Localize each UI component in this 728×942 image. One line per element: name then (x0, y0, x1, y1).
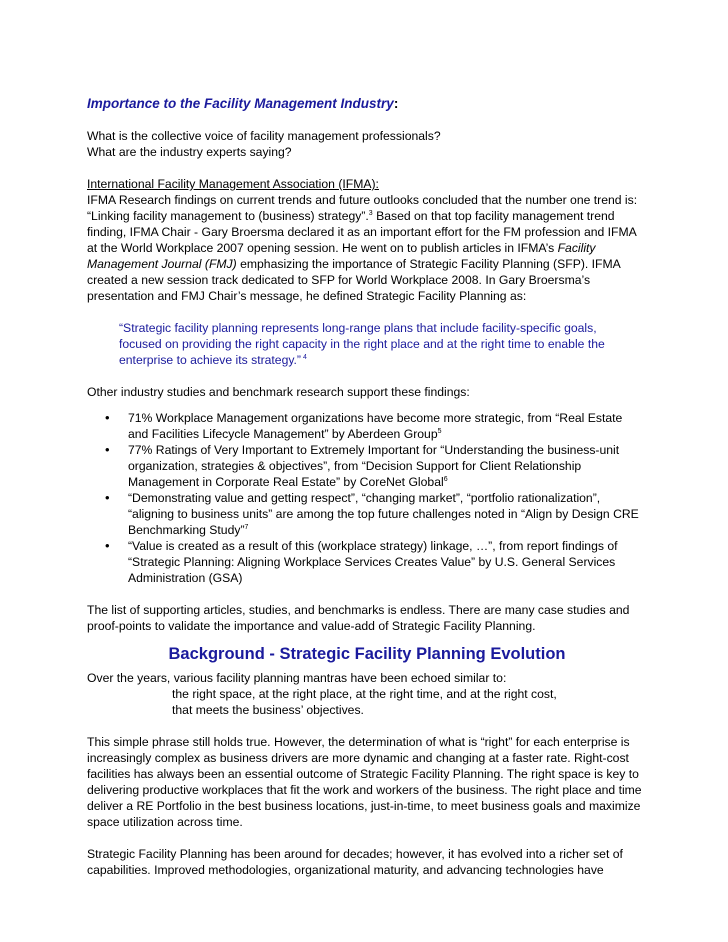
section-heading-importance (87, 96, 647, 112)
footnote-6: 6 (443, 476, 448, 483)
mantra-line-2: that meets the business’ objectives. (172, 703, 364, 717)
ifma-paragraph (87, 192, 647, 304)
list-item: • “Demonstrating value and getting respect”, “changing market”, “portfolio rationalization”, “aligning to business units” are among the top future challenges noted in “Align by Design CRE Benchmarking Study”$^7$ (105, 490, 639, 537)
closing-paragraph: The list of supporting articles, studies, and benchmarks is endless. There are many case studies and proof-points to validate the importance and value-add of Strategic Facility Planning. (87, 603, 630, 633)
ifma-para-b: Based on that top facility management trend finding, IFMA Chair - Gary Broersma declared it as an important effort for the FM profession and IFMA at the World Workplace 2007 opening session. He went on to publish articles in IFMA’s (87, 209, 637, 255)
heading-colon: : (393, 96, 399, 111)
mantra-intro: Over the years, various facility planning mantras have been echoed similar to: (87, 671, 507, 685)
quote-text: “Strategic facility planning represents long-range plans that include facility-specific goals, focused on providing the right capacity in the right place and at the right time to enable the enterprise to achieve its strategy.” (119, 321, 605, 367)
evolution-paragraph-2: Strategic Facility Planning has been around for decades; however, it has evolved into a richer set of capabilities. Improved methodologies, organizational maturity, and advancing technologies have (87, 847, 623, 877)
findings-list (87, 410, 647, 586)
footnote-5: 5 (437, 428, 442, 435)
question-2: What are the industry experts saying? (87, 145, 292, 159)
evolution-paragraph-1: This simple phrase still holds true. However, the determination of what is “right” for each enterprise is increasingly complex as business drivers are more dynamic and changing at a faster rate. Right-cost facilities has always been an essential outcome of Strategic Facility Planning. The right space is key to delivering productive workplaces that fit the work and workers of the business. The right place and time deliver a RE Portfolio in the best business locations, just-in-time, to meet business goals and maximize space utilization across time. (87, 735, 642, 829)
fmj-title: Facility Management Journal (FMJ) (87, 241, 596, 271)
document-page (87, 96, 647, 878)
list-item: • “Value is created as a result of this (workplace strategy) linkage, …”, from report findings of “Strategic Planning: Aligning Workplace Services Creates Value” by U.S. General Services Administration (GSA) (105, 538, 618, 585)
list-item: • 71% Workplace Management organizations have become more strategic, from “Real Estate and Facilities Lifecycle Management” by Aberdeen Group$^5$ (105, 410, 623, 441)
sfp-definition-quote (119, 320, 639, 368)
bullet-icon: • (105, 490, 110, 505)
footnote-7: 7 (244, 524, 249, 531)
ifma-para-a: IFMA Research findings on current trends and future outlooks concluded that the number one trend is: “Linking facility management to (business) strategy”. (87, 193, 638, 223)
bullet-icon: • (105, 442, 110, 457)
list-item: • 77% Ratings of Very Important to Extremely Important for “Understanding the business-unit organization, strategies & objectives”, from “Decision Support for Client Relationship Management in Corporate Real Estate” by CoreNet Global$^6$ (105, 442, 620, 489)
ifma-para-c: emphasizing the importance of Strategic Facility Planning (SFP). IFMA created a new session track dedicated to SFP for World Workplace 2008. In Gary Broersma’s presentation and FMJ Chair’s message, he defined Strategic Facility Planning as: (87, 257, 621, 303)
heading-text: Importance to the Facility Management Industry (87, 96, 394, 111)
footnote-4: 4 (301, 354, 307, 361)
section-heading-background: Background - Strategic Facility Planning Evolution (168, 645, 566, 663)
studies-intro: Other industry studies and benchmark research support these findings: (87, 385, 470, 399)
bullet-icon: • (105, 410, 110, 425)
mantra-line-1: the right space, at the right place, at the right time, and at the right cost, (172, 687, 557, 701)
question-1: What is the collective voice of facility management professionals? (87, 129, 441, 143)
ifma-title: International Facility Management Association (IFMA): (87, 177, 379, 191)
bullet-icon: • (105, 538, 110, 553)
footnote-3: 3 (368, 210, 373, 217)
